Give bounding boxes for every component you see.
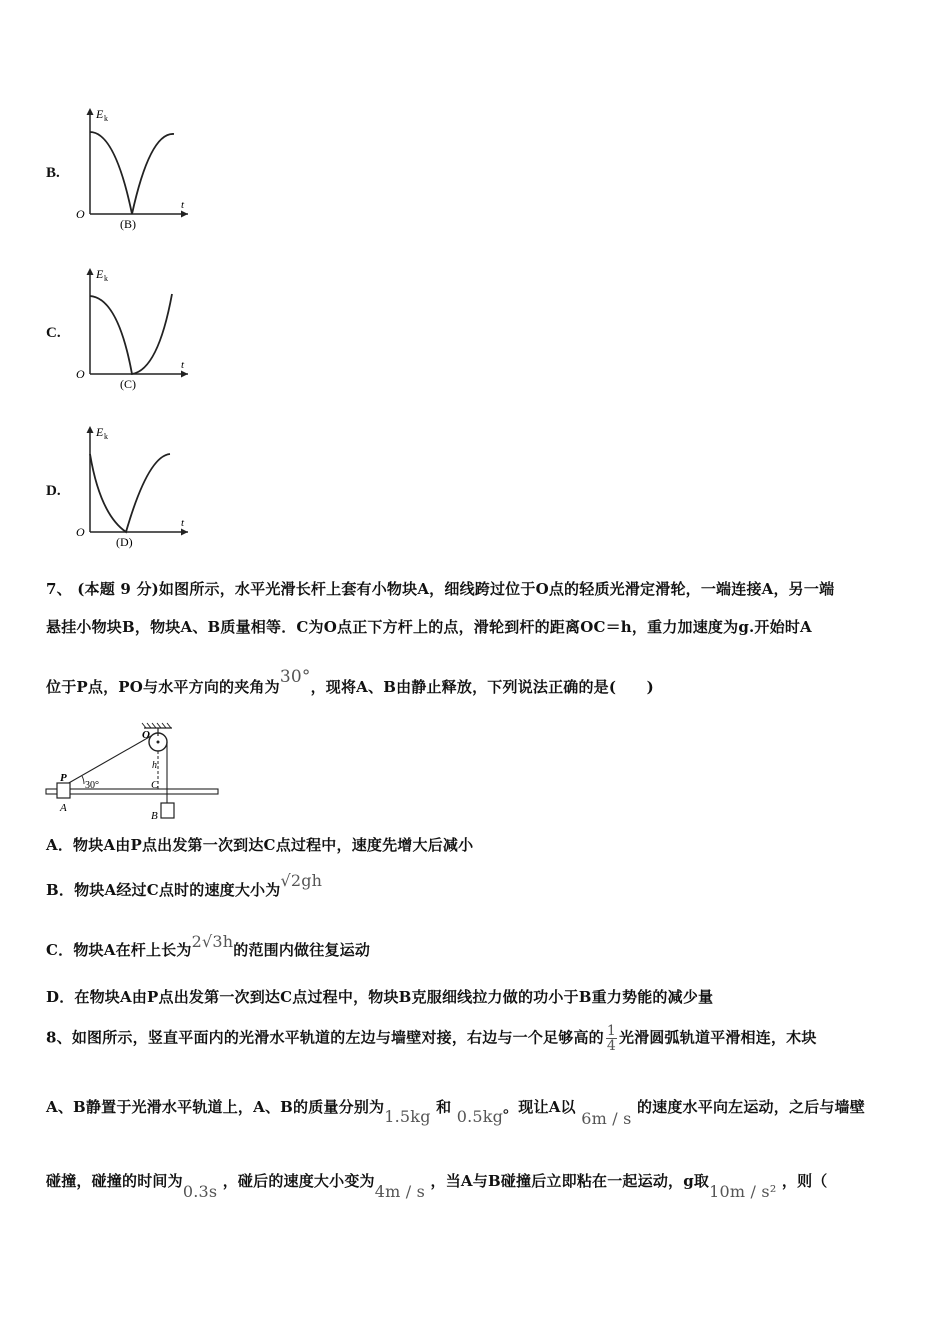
ceiling-hatch <box>142 723 171 728</box>
graph-caption: (C) <box>120 377 136 391</box>
q8-line-3c: ，当A与B碰撞后立即粘在一起运动，g取 <box>430 1172 710 1190</box>
q8-line-2c: 。现让A以 <box>503 1098 576 1116</box>
y-label: E <box>96 425 104 439</box>
q7-option-c-text-b: 的范围内做往复运动 <box>233 941 371 959</box>
q7-line-1: 7、 (本题 9 分)如图所示，水平光滑长杆上套有小物块A，细线跨过位于O点的轻质光滑定滑轮，一端连接A，另一端 <box>46 580 835 598</box>
collision-time: 0.3s <box>182 1182 218 1201</box>
y-axis-arrow <box>87 268 94 275</box>
q7-option-b <box>46 871 323 900</box>
q8-line-1a: 8、如图所示，竖直平面内的光滑水平轨道的左边与墙壁对接，右边与一个足够高的 <box>46 1028 604 1047</box>
x-label: t <box>181 359 185 371</box>
ek-curve <box>90 454 170 532</box>
graph-caption: (D) <box>116 535 133 549</box>
x-label: t <box>181 199 185 211</box>
label-h: h <box>152 760 157 771</box>
math-2sqrt3h: 2√3h <box>191 932 234 951</box>
q8-line-2a: A、B静置于光滑水平轨道上，A、B的质量分别为 <box>46 1098 385 1116</box>
y-label: E <box>96 107 104 121</box>
q8-line-3 <box>46 1170 828 1201</box>
ek-curve <box>90 132 174 214</box>
block-a <box>57 783 70 798</box>
q7-line-3a: 位于P点，PO与水平方向的夹角为 <box>46 678 280 696</box>
q8-line-3b: ，碰后的速度大小变为 <box>222 1172 375 1190</box>
q7-line-2: 悬挂小物块B，物块A、B质量相等．C为O点正下方杆上的点，滑轮到杆的距离OC＝h，重力加速度为g.开始时A <box>46 618 812 636</box>
q8-line-2 <box>46 1096 865 1128</box>
q7-line-3b: ，现将A、B由静止释放，下列说法正确的是( ) <box>310 678 654 696</box>
math-sqrt-2gh: √2gh <box>280 871 323 890</box>
angle-arc <box>82 776 84 784</box>
ek-graph-d <box>70 416 200 556</box>
q8-line-2b: 和 <box>436 1098 452 1116</box>
pulley-figure <box>40 720 230 825</box>
fraction-denominator: 4 <box>606 1038 616 1054</box>
option-c-label: C. <box>46 325 61 341</box>
y-label-sub: k <box>104 114 108 123</box>
x-axis-arrow <box>181 211 188 218</box>
fraction-numerator: 1 <box>606 1023 616 1039</box>
q7-option-c-text-a: C．物块A在杆上长为 <box>46 941 192 959</box>
x-label: t <box>181 517 185 529</box>
q8-line-1 <box>46 1024 817 1053</box>
gravity-value: 10m / s² <box>709 1182 777 1201</box>
origin-label: O <box>76 367 85 381</box>
mass-a: 1.5kg <box>384 1107 431 1126</box>
q8-line-2d: 的速度水平向左运动，之后与墙壁 <box>636 1098 865 1116</box>
y-label-sub: k <box>104 432 108 441</box>
initial-velocity: 6m / s <box>581 1109 632 1128</box>
q7-option-c <box>46 932 371 960</box>
horizontal-rod <box>46 789 218 794</box>
x-axis-arrow <box>181 371 188 378</box>
origin-label: O <box>76 207 85 221</box>
pulley-axle <box>157 741 160 744</box>
q7-option-b-text: B．物块A经过C点时的速度大小为 <box>46 881 281 899</box>
y-label-sub: k <box>104 274 108 283</box>
option-d-label: D. <box>46 483 61 499</box>
label-a: A <box>60 802 67 814</box>
ek-curve <box>90 294 172 374</box>
option-b-label: B. <box>46 165 60 181</box>
y-axis-arrow <box>87 108 94 115</box>
block-b <box>161 803 174 818</box>
ek-graph-b <box>70 98 200 238</box>
q8-line-3a: 碰撞，碰撞的时间为 <box>46 1172 183 1190</box>
q7-option-a: A．物块A由P点出发第一次到达C点过程中，速度先增大后减小 <box>46 836 474 854</box>
graph-caption: (B) <box>120 217 136 231</box>
string-pa <box>67 736 151 784</box>
label-b: B <box>151 810 158 822</box>
x-axis-arrow <box>181 529 188 536</box>
fraction-quarter <box>606 1024 617 1053</box>
y-label: E <box>96 267 104 281</box>
y-axis-arrow <box>87 426 94 433</box>
ek-graph-c <box>70 258 200 398</box>
origin-label: O <box>76 525 85 539</box>
mass-b: 0.5kg <box>456 1107 504 1126</box>
q8-line-3d: ，则（ <box>781 1172 828 1190</box>
q7-option-d: D．在物块A由P点出发第一次到达C点过程中，物块B克服细线拉力做的功小于B重力势能的减少量 <box>46 988 714 1006</box>
label-c: C <box>151 779 159 791</box>
label-p: P <box>60 772 67 784</box>
q8-line-1b: 光滑圆弧轨道平滑相连，木块 <box>618 1028 817 1047</box>
angle-30: 30° <box>279 667 311 687</box>
q7-line-3 <box>46 667 654 697</box>
label-o: O <box>142 729 150 741</box>
rebound-velocity: 4m / s <box>374 1182 426 1201</box>
label-angle: 30° <box>85 780 99 791</box>
